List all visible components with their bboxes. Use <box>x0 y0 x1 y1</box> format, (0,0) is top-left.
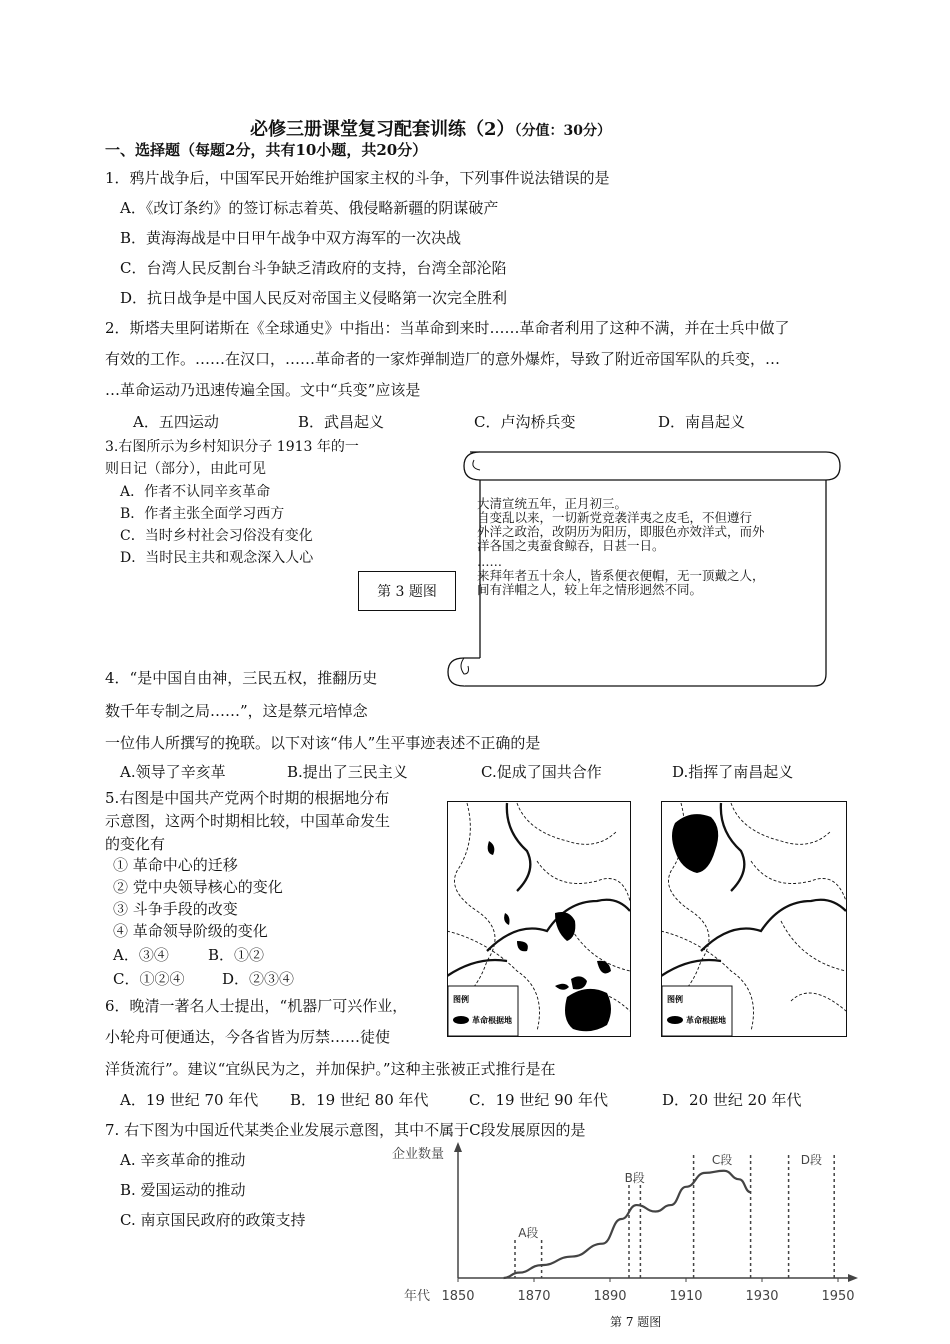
segment-label: C段 <box>711 1153 733 1167</box>
x-tick-label: 1950 <box>821 1289 855 1304</box>
chart-ylabel: 企业数量 <box>392 1147 445 1162</box>
q2-line2: 有效的工作。……在汉口，……革命者的一家炸弹制造厂的意外爆炸，导致了附近帝国军队的兵变，… <box>105 350 781 368</box>
q5-option-b: B．①② <box>208 946 265 964</box>
q4-option-b: B.提出了三民主义 <box>287 763 408 781</box>
chart-x-arrow <box>848 1274 858 1282</box>
q6-option-b: B．19 世纪 80 年代 <box>290 1091 429 1109</box>
segment-label: A段 <box>518 1226 539 1240</box>
map2-legend-title: 图例 <box>667 995 683 1004</box>
base-map-2 <box>661 801 847 1037</box>
q1-option-c: C．台湾人民反割台斗争缺乏清政府的支持，台湾全部沦陷 <box>120 259 507 277</box>
q7-option-a: A. 辛亥革命的推动 <box>120 1151 246 1169</box>
q3-option-c: C．当时乡村社会习俗没有变化 <box>120 528 313 544</box>
scroll-line-2: 自变乱以来，一切新党竞袭洋夷之皮毛，不但遵行 <box>477 510 753 525</box>
q1-option-b: B．黄海海战是中日甲午战争中双方海军的一次决战 <box>120 229 462 247</box>
q7-figure-label: 第 7 题图 <box>610 1315 662 1329</box>
q3-option-d: D．当时民主共和观念深入人心 <box>120 550 314 566</box>
q4-line3: 一位伟人所撰写的挽联。以下对该“伟人”生平事迹表述不正确的是 <box>105 734 541 752</box>
q2-line1: 2．斯塔夫里阿诺斯在《全球通史》中指出：当革命到来时……革命者利用了这种不满，并在士兵中做了 <box>105 319 790 337</box>
q4-option-c: C.促成了国共合作 <box>481 763 602 781</box>
scroll-line-3: 外洋之政治，改阴历为阳历，即服色亦效洋式，而外 <box>477 524 765 539</box>
x-tick-label: 1850 <box>441 1289 475 1304</box>
q4-option-d: D.指挥了南昌起义 <box>672 763 794 781</box>
q3-figure-label-text: 第 3 题图 <box>377 584 437 600</box>
map1-legend-item: 革命根据地 <box>472 1016 512 1025</box>
q7-stem: 7. 右下图为中国近代某类企业发展示意图，其中不属于C段发展原因的是 <box>105 1121 586 1139</box>
q3-option-a: A．作者不认同辛亥革命 <box>120 484 271 500</box>
series-line <box>504 1171 751 1278</box>
q3-line1: 3.右图所示为乡村知识分子 1913 年的一 <box>105 439 359 455</box>
page-title <box>250 115 611 141</box>
q6-option-a: A．19 世纪 70 年代 <box>120 1091 259 1109</box>
q2-option-c: C．卢沟桥兵变 <box>474 413 576 431</box>
q5-statement-4: ④ 革命领导阶级的变化 <box>113 922 268 940</box>
x-tick-label: 1930 <box>745 1289 779 1304</box>
q2-line3: …革命运动乃迅速传遍全国。文中“兵变”应该是 <box>105 381 421 399</box>
q7-enterprise-chart <box>380 1140 870 1316</box>
scroll-line-5: …… <box>477 554 502 569</box>
base-map-1 <box>447 801 631 1037</box>
q1-stem: 1．鸦片战争后，中国军民开始维护国家主权的斗争，下列事件说法错误的是 <box>105 169 610 187</box>
q5-statement-1: ① 革命中心的迁移 <box>113 856 238 874</box>
map2-legend-item: 革命根据地 <box>686 1016 726 1025</box>
q5-option-a: A．③④ <box>113 946 169 964</box>
q4-option-a: A.领导了辛亥革 <box>120 763 226 781</box>
q6-line3: 洋货流行”。建议“宜纵民为之，并加保护。”这种主张被正式推行是在 <box>105 1060 556 1078</box>
q6-line1: 6．晚清一著名人士提出，“机器厂可兴作业， <box>105 997 408 1015</box>
x-tick-label: 1910 <box>669 1289 703 1304</box>
q5-line3: 的变化有 <box>105 835 166 853</box>
chart-xlabel: 年代 <box>404 1289 431 1304</box>
q5-statement-3: ③ 斗争手段的改变 <box>113 900 238 918</box>
q4-line2: 数千年专制之局……”，这是蔡元培悼念 <box>105 702 368 720</box>
q5-option-c: C．①②④ <box>113 970 185 988</box>
q4-line1: 4．“是中国自由神，三民五权，推翻历史 <box>105 669 378 687</box>
q7-option-b: B. 爱国运动的推动 <box>120 1181 246 1199</box>
scroll-line-4: 洋各国之夷蚕食鲸吞，日甚一日。 <box>477 538 665 553</box>
title-note: （分值：30分） <box>514 123 612 139</box>
q1-option-d: D．抗日战争是中国人民反对帝国主义侵略第一次完全胜利 <box>120 289 508 307</box>
q5-statement-2: ② 党中央领导核心的变化 <box>113 878 283 896</box>
q5-line2: 示意图，这两个时期相比较，中国革命发生 <box>105 812 391 830</box>
section-heading: 一、选择题（每题2分，共有10小题，共20分） <box>105 141 428 159</box>
q5-line1: 5.右图是中国共产党两个时期的根据地分布 <box>105 789 390 807</box>
title-text: 必修三册课堂复习配套训练（2） <box>250 119 515 140</box>
segment-label: B段 <box>624 1171 645 1185</box>
x-tick-label: 1870 <box>517 1289 551 1304</box>
q5-option-d: D．②③④ <box>222 970 295 988</box>
q2-option-b: B．武昌起义 <box>298 413 385 431</box>
q2-option-d: D．南昌起义 <box>658 413 746 431</box>
scroll-line-7: 间有洋帽之人，较上年之情形迥然不同。 <box>477 582 703 597</box>
chart-y-arrow <box>454 1142 462 1152</box>
map1-legend-title: 图例 <box>453 995 469 1004</box>
segment-label: D段 <box>800 1153 823 1167</box>
q7-option-c: C. 南京国民政府的政策支持 <box>120 1211 306 1229</box>
x-tick-label: 1890 <box>593 1289 627 1304</box>
q3-option-b: B．作者主张全面学习西方 <box>120 506 285 522</box>
q6-option-c: C．19 世纪 90 年代 <box>469 1091 608 1109</box>
q1-option-a: A．《改订条约》的签订标志着英、俄侵略新疆的阴谋破产 <box>120 199 499 217</box>
q6-line2: 小轮舟可便通达，今各省皆为厉禁……徒使 <box>105 1028 391 1046</box>
q2-option-a: A．五四运动 <box>133 413 219 431</box>
q6-option-d: D．20 世纪 20 年代 <box>662 1091 802 1109</box>
scroll-line-6: 来拜年者五十余人，皆系便衣便帽，无一顶戴之人， <box>477 568 765 583</box>
scroll-line-1: 大清宣统五年，正月初三。 <box>477 496 628 511</box>
q3-line2: 则日记（部分），由此可见 <box>105 461 266 477</box>
